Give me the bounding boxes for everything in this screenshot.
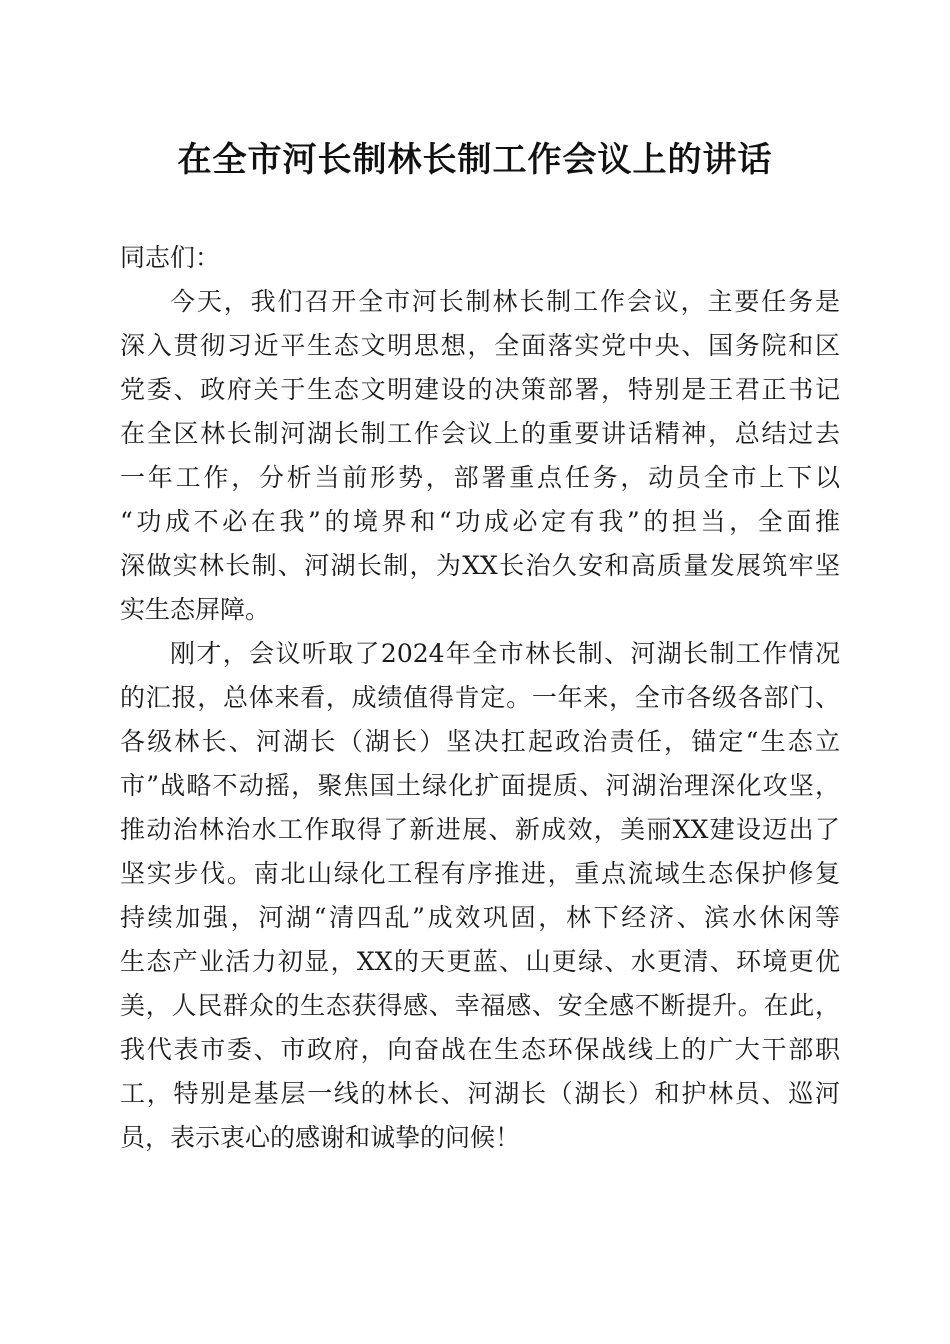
paragraph-line: 坚实步伐。南北山绿化工程有序推进，重点流域生态保护修复 (120, 859, 840, 888)
paragraph-line: 深入贯彻习近平生态文明思想，全面落实党中央、国务院和区 (120, 331, 840, 360)
document-title: 在全市河长制林长制工作会议上的讲话 (177, 140, 773, 180)
paragraph-line: 各级林长、河湖长（湖长）坚决扛起政治责任，锚定“生态立 (120, 727, 840, 756)
paragraph-line: 刚才，会议听取了2024年全市林长制、河湖长制工作情况 (170, 639, 840, 668)
paragraph-line: 持续加强，河湖“清四乱”成效巩固，林下经济、滨水休闲等 (120, 903, 840, 932)
salutation: 同志们： (120, 243, 221, 272)
paragraph-line: 深做实林长制、河湖长制，为XX长治久安和高质量发展筑牢坚 (120, 551, 840, 580)
paragraph-line: 美，人民群众的生态获得感、幸福感、安全感不断提升。在此， (120, 991, 840, 1020)
paragraph-line: 生态产业活力初显，XX的天更蓝、山更绿、水更清、环境更优 (120, 947, 840, 976)
paragraph-line: 的汇报，总体来看，成绩值得肯定。一年来，全市各级各部门、 (120, 683, 840, 712)
paragraph-line: “功成不必在我”的境界和“功成必定有我”的担当，全面推 (120, 507, 840, 536)
paragraph-line: 今天，我们召开全市河长制林长制工作会议，主要任务是 (170, 287, 840, 316)
paragraph-line: 工，特别是基层一线的林长、河湖长（湖长）和护林员、巡河 (120, 1079, 840, 1108)
paragraph-line: 员，表示衷心的感谢和诚挚的问候！ (120, 1123, 521, 1152)
paragraph-line: 市”战略不动摇，聚焦国土绿化扩面提质、河湖治理深化攻坚， (120, 771, 840, 800)
paragraph-line: 在全区林长制河湖长制工作会议上的重要讲话精神，总结过去 (120, 419, 840, 448)
paragraph-line: 一年工作，分析当前形势，部署重点任务，动员全市上下以 (120, 463, 840, 492)
paragraph-line: 我代表市委、市政府，向奋战在生态环保战线上的广大干部职 (120, 1035, 840, 1064)
paragraph-line: 党委、政府关于生态文明建设的决策部署，特别是王君正书记 (120, 375, 840, 404)
paragraph-line: 实生态屏障。 (120, 595, 271, 624)
paragraph-line: 推动治林治水工作取得了新进展、新成效，美丽XX建设迈出了 (120, 815, 840, 844)
